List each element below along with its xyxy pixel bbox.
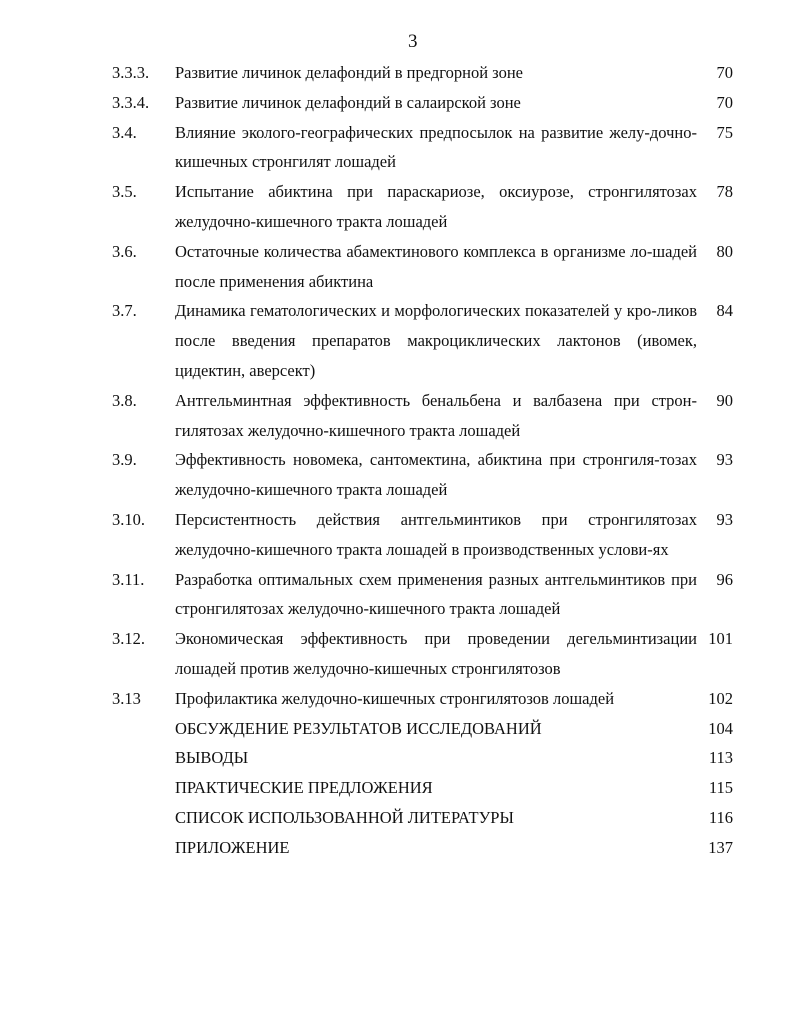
toc-entry bbox=[0, 684, 791, 714]
toc-entry-title: Эффективность новомека, сантомектина, абиктина при стронгиля-тозах желудочно-кишечного тракта лошадей bbox=[175, 450, 697, 500]
toc-entry-title: Развитие личинок делафондий в салаирской зоне bbox=[175, 92, 521, 112]
toc-entry bbox=[0, 743, 791, 773]
toc-entry bbox=[0, 624, 791, 684]
toc-entry-number: 3.6. bbox=[112, 241, 137, 261]
toc-entry-page: 102 bbox=[708, 688, 733, 708]
toc-entry bbox=[0, 118, 791, 178]
toc-entry-title: ПРАКТИЧЕСКИЕ ПРЕДЛОЖЕНИЯ bbox=[175, 778, 433, 798]
toc-entry bbox=[0, 58, 791, 88]
toc-entry-number: 3.7. bbox=[112, 301, 137, 321]
toc-entry-page: 84 bbox=[716, 301, 733, 321]
toc-entry-title: Профилактика желудочно-кишечных стронгилятозов лошадей bbox=[175, 688, 615, 708]
toc-entry-number: 3.9. bbox=[112, 450, 137, 470]
toc-entry bbox=[0, 177, 791, 237]
toc-entry-page: 80 bbox=[716, 241, 733, 261]
toc-entry-page: 90 bbox=[716, 390, 733, 410]
toc-entry-title: СПИСОК ИСПОЛЬЗОВАННОЙ ЛИТЕРАТУРЫ bbox=[175, 807, 514, 827]
toc-entry bbox=[0, 773, 791, 803]
toc-entry-title: Персистентность действия антгельминтиков при стронгилятозах желудочно-кишечного тракта лошадей в производственных услови-ях bbox=[175, 509, 697, 559]
toc-entry-page: 101 bbox=[708, 629, 733, 649]
toc-entry-page: 115 bbox=[708, 778, 733, 798]
toc-entry bbox=[0, 833, 791, 863]
toc-entry-page: 116 bbox=[708, 807, 733, 827]
toc-entry bbox=[0, 386, 791, 446]
toc-entry-number: 3.8. bbox=[112, 390, 137, 410]
toc-entry-title: Динамика гематологических и морфологических показателей у кро-ликов после введения препаратов макроциклических лактонов (ивомек, цидектин, аверсект) bbox=[175, 301, 697, 380]
toc-entry bbox=[0, 565, 791, 625]
toc-entry-title: Остаточные количества абамектинового комплекса в организме ло-шадей после применения абиктина bbox=[175, 241, 697, 291]
toc-entry bbox=[0, 296, 791, 385]
toc-entry-page: 75 bbox=[716, 122, 733, 142]
toc-entry-number: 3.5. bbox=[112, 182, 137, 202]
toc-entry-page: 70 bbox=[716, 92, 733, 112]
toc-entry-number: 3.10. bbox=[112, 509, 145, 529]
toc-entry-title: Разработка оптимальных схем применения разных антгельминтиков при стронгилятозах желудочно-кишечного тракта лошадей bbox=[175, 569, 697, 619]
toc-entry-number: 3.3.4. bbox=[112, 92, 150, 112]
toc-entry bbox=[0, 237, 791, 297]
table-of-contents bbox=[0, 58, 791, 863]
toc-entry-title: ОБСУЖДЕНИЕ РЕЗУЛЬТАТОВ ИССЛЕДОВАНИЙ bbox=[175, 718, 542, 738]
toc-entry-title: Экономическая эффективность при проведении дегельминтизации лошадей против желудочно-кишечных стронгилятозов bbox=[175, 629, 697, 678]
toc-entry-title: Испытание абиктина при параскариозе, оксиурозе, стронгилятозах желудочно-кишечного тракта лошадей bbox=[175, 182, 697, 231]
toc-entry-number: 3.4. bbox=[112, 122, 137, 142]
toc-entry-number: 3.12. bbox=[112, 629, 145, 649]
toc-entry-page: 96 bbox=[716, 569, 733, 589]
toc-entry-page: 93 bbox=[716, 509, 733, 529]
page-number: 3 bbox=[408, 31, 418, 52]
toc-entry-number: 3.11. bbox=[112, 569, 145, 589]
toc-entry bbox=[0, 505, 791, 565]
toc-entry-title: ВЫВОДЫ bbox=[175, 748, 249, 768]
toc-entry-page: 78 bbox=[716, 182, 733, 202]
toc-entry bbox=[0, 714, 791, 744]
toc-entry-page: 70 bbox=[716, 63, 733, 82]
toc-entry-number: 3.13 bbox=[112, 688, 141, 708]
toc-entry bbox=[0, 803, 791, 833]
toc-entry-title: ПРИЛОЖЕНИЕ bbox=[175, 837, 290, 857]
toc-entry bbox=[0, 445, 791, 505]
toc-entry-page: 104 bbox=[708, 718, 733, 738]
toc-entry-page: 137 bbox=[708, 837, 733, 857]
toc-entry bbox=[0, 88, 791, 118]
toc-entry-title: Антгельминтная эффективность бенальбена и валбазена при строн-гилятозах желудочно-кишечного тракта лошадей bbox=[175, 390, 697, 440]
toc-entry-title: Развитие личинок делафондий в предгорной зоне bbox=[175, 63, 523, 82]
toc-entry-number: 3.3.3. bbox=[112, 63, 150, 82]
toc-entry-page: 113 bbox=[708, 748, 733, 768]
toc-entry-page: 93 bbox=[716, 450, 733, 470]
toc-entry-title: Влияние эколого-географических предпосылок на развитие желу-дочно-кишечных стронгилят лошадей bbox=[175, 122, 697, 172]
